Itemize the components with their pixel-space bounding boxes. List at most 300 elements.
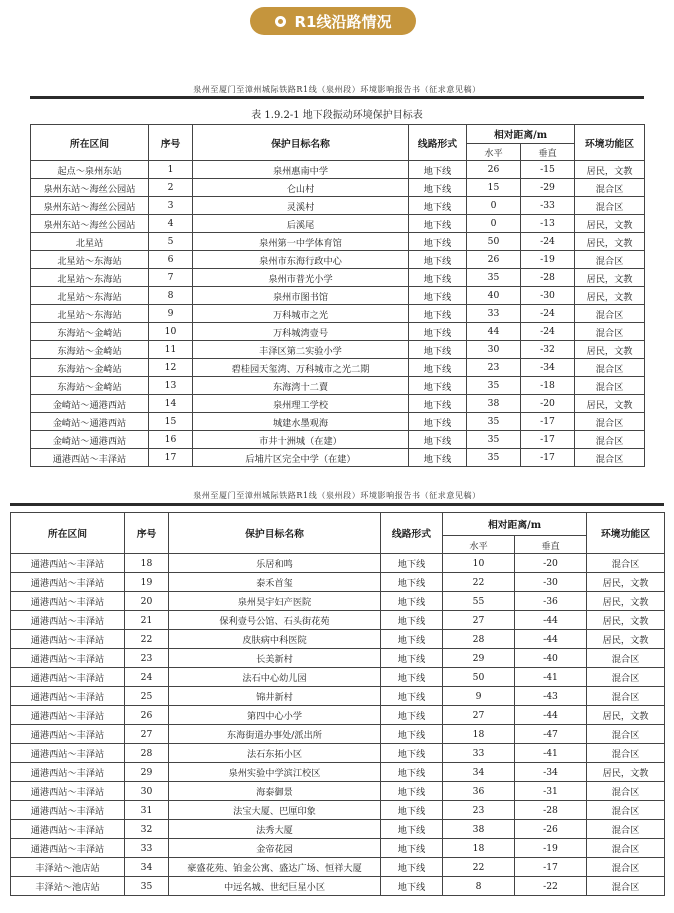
table-row <box>11 668 665 687</box>
cell-area: 金崎站～通港西站 <box>31 395 149 413</box>
cell-target: 泉州惠南中学 <box>193 161 409 179</box>
cell-zone: 混合区 <box>587 725 665 744</box>
cell-area: 东海站～金崎站 <box>31 359 149 377</box>
cell-line-form: 地下线 <box>409 431 467 449</box>
cell-target: 皮肤病中科医院 <box>169 630 381 649</box>
cell-vertical: -44 <box>515 630 587 649</box>
cell-horizontal: 23 <box>467 359 521 377</box>
cell-no: 33 <box>125 839 169 858</box>
col-header-vertical: 垂直 <box>515 536 587 554</box>
cell-area: 金崎站～通港西站 <box>31 413 149 431</box>
cell-zone: 混合区 <box>575 305 645 323</box>
cell-area: 通港西站～丰泽站 <box>11 592 125 611</box>
cell-line-form: 地下线 <box>381 858 443 877</box>
table-row <box>11 649 665 668</box>
cell-vertical: -17 <box>521 431 575 449</box>
cell-no: 17 <box>149 449 193 467</box>
cell-area: 北星站～东海站 <box>31 251 149 269</box>
cell-target: 法秀大厦 <box>169 820 381 839</box>
cell-target: 泉州实验中学滨江校区 <box>169 763 381 782</box>
cell-no: 22 <box>125 630 169 649</box>
cell-area: 金崎站～通港西站 <box>31 431 149 449</box>
cell-vertical: -17 <box>521 449 575 467</box>
cell-horizontal: 35 <box>467 269 521 287</box>
section-title-banner <box>250 7 416 35</box>
table-row <box>11 630 665 649</box>
col-header-distance: 相对距离/m <box>443 513 587 536</box>
table-row <box>31 341 645 359</box>
cell-target: 灵溪村 <box>193 197 409 215</box>
cell-no: 15 <box>149 413 193 431</box>
cell-vertical: -13 <box>521 215 575 233</box>
cell-line-form: 地下线 <box>381 782 443 801</box>
cell-zone: 居民，文教 <box>587 763 665 782</box>
cell-line-form: 地下线 <box>381 763 443 782</box>
cell-line-form: 地下线 <box>381 592 443 611</box>
cell-horizontal: 30 <box>467 341 521 359</box>
cell-horizontal: 35 <box>467 377 521 395</box>
table-row <box>31 251 645 269</box>
cell-zone: 混合区 <box>587 668 665 687</box>
cell-vertical: -36 <box>515 592 587 611</box>
cell-no: 2 <box>149 179 193 197</box>
table-row <box>11 573 665 592</box>
cell-vertical: -18 <box>521 377 575 395</box>
cell-no: 32 <box>125 820 169 839</box>
cell-line-form: 地下线 <box>381 801 443 820</box>
cell-target: 万科城湾壹号 <box>193 323 409 341</box>
cell-vertical: -43 <box>515 687 587 706</box>
cell-area: 泉州东站～海丝公园站 <box>31 197 149 215</box>
cell-zone: 混合区 <box>575 251 645 269</box>
table-row <box>11 687 665 706</box>
cell-horizontal: 10 <box>443 554 515 573</box>
cell-target: 第四中心小学 <box>169 706 381 725</box>
table-row <box>11 801 665 820</box>
cell-no: 7 <box>149 269 193 287</box>
cell-horizontal: 8 <box>443 877 515 896</box>
cell-vertical: -19 <box>515 839 587 858</box>
cell-zone: 居民，文教 <box>575 341 645 359</box>
cell-horizontal: 18 <box>443 839 515 858</box>
cell-horizontal: 38 <box>467 395 521 413</box>
cell-target: 城建水墨观海 <box>193 413 409 431</box>
circle-bullet-icon <box>275 16 286 27</box>
col-header-target: 保护目标名称 <box>169 513 381 554</box>
table-row <box>31 359 645 377</box>
cell-horizontal: 26 <box>467 251 521 269</box>
table-row <box>11 706 665 725</box>
vibration-target-table-part1 <box>30 124 645 467</box>
cell-line-form: 地下线 <box>381 877 443 896</box>
cell-horizontal: 33 <box>443 744 515 763</box>
cell-no: 31 <box>125 801 169 820</box>
table-row <box>31 233 645 251</box>
cell-target: 泉州市图书馆 <box>193 287 409 305</box>
table-row <box>31 197 645 215</box>
table-row <box>11 820 665 839</box>
cell-zone: 居民，文教 <box>575 233 645 251</box>
cell-vertical: -17 <box>521 413 575 431</box>
cell-horizontal: 29 <box>443 649 515 668</box>
col-header-zone: 环境功能区 <box>575 125 645 161</box>
table-row <box>31 287 645 305</box>
cell-no: 25 <box>125 687 169 706</box>
cell-zone: 混合区 <box>575 323 645 341</box>
cell-target: 金帝花园 <box>169 839 381 858</box>
cell-line-form: 地下线 <box>409 341 467 359</box>
cell-target: 泉州理工学校 <box>193 395 409 413</box>
cell-target: 泉州市普光小学 <box>193 269 409 287</box>
cell-line-form: 地下线 <box>381 611 443 630</box>
cell-area: 通港西站～丰泽站 <box>11 573 125 592</box>
cell-line-form: 地下线 <box>381 820 443 839</box>
cell-vertical: -20 <box>521 395 575 413</box>
cell-area: 东海站～金崎站 <box>31 341 149 359</box>
cell-line-form: 地下线 <box>409 233 467 251</box>
cell-line-form: 地下线 <box>381 630 443 649</box>
cell-vertical: -24 <box>521 233 575 251</box>
cell-line-form: 地下线 <box>409 287 467 305</box>
cell-area: 通港西站～丰泽站 <box>11 706 125 725</box>
header-rule <box>30 96 644 99</box>
cell-vertical: -26 <box>515 820 587 839</box>
cell-horizontal: 27 <box>443 706 515 725</box>
cell-line-form: 地下线 <box>409 413 467 431</box>
cell-vertical: -17 <box>515 858 587 877</box>
table-row <box>31 377 645 395</box>
cell-zone: 居民，文教 <box>587 611 665 630</box>
cell-line-form: 地下线 <box>409 449 467 467</box>
cell-area: 丰泽站～池店站 <box>11 877 125 896</box>
cell-no: 23 <box>125 649 169 668</box>
cell-zone: 居民，文教 <box>587 573 665 592</box>
cell-line-form: 地下线 <box>409 215 467 233</box>
table-caption: 表 1.9.2-1 地下段振动环境保护目标表 <box>251 110 423 121</box>
cell-line-form: 地下线 <box>381 573 443 592</box>
cell-area: 东海站～金崎站 <box>31 377 149 395</box>
cell-line-form: 地下线 <box>381 839 443 858</box>
cell-zone: 混合区 <box>575 359 645 377</box>
cell-horizontal: 38 <box>443 820 515 839</box>
cell-horizontal: 36 <box>443 782 515 801</box>
cell-vertical: -44 <box>515 611 587 630</box>
col-header-zone: 环境功能区 <box>587 513 665 554</box>
cell-line-form: 地下线 <box>381 668 443 687</box>
cell-area: 通港西站～丰泽站 <box>11 687 125 706</box>
header-rule-2 <box>10 503 664 506</box>
cell-target: 东海湾十二賣 <box>193 377 409 395</box>
cell-zone: 混合区 <box>587 839 665 858</box>
cell-zone: 居民，文教 <box>575 215 645 233</box>
cell-target: 海泰御景 <box>169 782 381 801</box>
cell-area: 通港西站～丰泽站 <box>11 611 125 630</box>
cell-vertical: -24 <box>521 323 575 341</box>
cell-target: 泉州市东海行政中心 <box>193 251 409 269</box>
cell-no: 35 <box>125 877 169 896</box>
cell-zone: 居民，文教 <box>575 161 645 179</box>
cell-zone: 混合区 <box>575 413 645 431</box>
cell-zone: 居民，文教 <box>575 395 645 413</box>
table-row <box>11 554 665 573</box>
col-header-area: 所在区间 <box>31 125 149 161</box>
cell-horizontal: 26 <box>467 161 521 179</box>
col-header-target: 保护目标名称 <box>193 125 409 161</box>
document-running-header-2: 泉州至厦门至漳州城际铁路R1线（泉州段）环境影响报告书（征求意见稿） <box>193 491 481 500</box>
cell-horizontal: 35 <box>467 413 521 431</box>
cell-line-form: 地下线 <box>409 197 467 215</box>
cell-target: 中远名城、世纪巨星小区 <box>169 877 381 896</box>
cell-horizontal: 44 <box>467 323 521 341</box>
table-row <box>31 431 645 449</box>
cell-target: 法石东拓小区 <box>169 744 381 763</box>
cell-zone: 混合区 <box>575 377 645 395</box>
col-header-line-form: 线路形式 <box>381 513 443 554</box>
cell-target: 泉州第一中学体育馆 <box>193 233 409 251</box>
cell-vertical: -31 <box>515 782 587 801</box>
cell-vertical: -40 <box>515 649 587 668</box>
cell-target: 长美新村 <box>169 649 381 668</box>
cell-no: 19 <box>125 573 169 592</box>
cell-area: 通港西站～丰泽站 <box>11 668 125 687</box>
cell-horizontal: 22 <box>443 573 515 592</box>
table-row <box>31 323 645 341</box>
cell-no: 20 <box>125 592 169 611</box>
cell-vertical: -30 <box>515 573 587 592</box>
cell-target: 碧桂园天玺湾、万科城市之光二期 <box>193 359 409 377</box>
cell-line-form: 地下线 <box>409 305 467 323</box>
cell-no: 29 <box>125 763 169 782</box>
col-header-no: 序号 <box>125 513 169 554</box>
cell-zone: 混合区 <box>587 554 665 573</box>
cell-zone: 混合区 <box>587 744 665 763</box>
table-row <box>11 839 665 858</box>
cell-vertical: -44 <box>515 706 587 725</box>
cell-vertical: -47 <box>515 725 587 744</box>
cell-area: 通港西站～丰泽站 <box>11 763 125 782</box>
cell-zone: 混合区 <box>575 197 645 215</box>
document-running-header: 泉州至厦门至漳州城际铁路R1线（泉州段）环境影响报告书（征求意见稿） <box>193 85 481 94</box>
table-row <box>31 449 645 467</box>
cell-area: 起点～泉州东站 <box>31 161 149 179</box>
cell-horizontal: 35 <box>467 449 521 467</box>
vibration-target-table-part2 <box>10 512 665 896</box>
cell-line-form: 地下线 <box>409 179 467 197</box>
cell-line-form: 地下线 <box>409 359 467 377</box>
section-title: R1线沿路情况 <box>294 12 392 31</box>
table-row <box>11 858 665 877</box>
cell-target: 丰泽区第二实验小学 <box>193 341 409 359</box>
table-row <box>31 269 645 287</box>
cell-zone: 居民，文教 <box>575 269 645 287</box>
cell-area: 北星站～东海站 <box>31 269 149 287</box>
cell-no: 34 <box>125 858 169 877</box>
cell-target: 后溪尾 <box>193 215 409 233</box>
table-row <box>31 395 645 413</box>
cell-zone: 居民，文教 <box>587 706 665 725</box>
cell-zone: 混合区 <box>575 431 645 449</box>
cell-vertical: -41 <box>515 744 587 763</box>
cell-area: 泉州东站～海丝公园站 <box>31 215 149 233</box>
cell-zone: 居民，文教 <box>587 592 665 611</box>
cell-vertical: -34 <box>521 359 575 377</box>
cell-target: 法宝大厦、巴厘印象 <box>169 801 381 820</box>
cell-target: 泉州昊宇妇产医院 <box>169 592 381 611</box>
cell-vertical: -28 <box>521 269 575 287</box>
cell-area: 通港西站～丰泽站 <box>11 649 125 668</box>
cell-horizontal: 34 <box>443 763 515 782</box>
cell-area: 通港西站～丰泽站 <box>31 449 149 467</box>
cell-no: 14 <box>149 395 193 413</box>
cell-line-form: 地下线 <box>409 161 467 179</box>
table-row <box>11 782 665 801</box>
cell-target: 保利壹号公馆、石头街花苑 <box>169 611 381 630</box>
cell-vertical: -15 <box>521 161 575 179</box>
table-row <box>31 179 645 197</box>
cell-line-form: 地下线 <box>381 725 443 744</box>
cell-no: 8 <box>149 287 193 305</box>
cell-target: 泰禾首玺 <box>169 573 381 592</box>
cell-no: 30 <box>125 782 169 801</box>
cell-horizontal: 27 <box>443 611 515 630</box>
cell-horizontal: 9 <box>443 687 515 706</box>
cell-target: 仑山村 <box>193 179 409 197</box>
col-header-area: 所在区间 <box>11 513 125 554</box>
cell-no: 4 <box>149 215 193 233</box>
col-header-horizontal: 水平 <box>443 536 515 554</box>
cell-vertical: -29 <box>521 179 575 197</box>
cell-vertical: -24 <box>521 305 575 323</box>
cell-zone: 混合区 <box>587 782 665 801</box>
cell-horizontal: 28 <box>443 630 515 649</box>
cell-target: 豪盛花苑、铂金公寓、盛达广场、恒祥大厦 <box>169 858 381 877</box>
cell-target: 法石中心幼儿园 <box>169 668 381 687</box>
col-header-line-form: 线路形式 <box>409 125 467 161</box>
cell-area: 通港西站～丰泽站 <box>11 839 125 858</box>
cell-horizontal: 50 <box>467 233 521 251</box>
cell-no: 24 <box>125 668 169 687</box>
table-row <box>11 611 665 630</box>
cell-no: 26 <box>125 706 169 725</box>
cell-vertical: -32 <box>521 341 575 359</box>
cell-vertical: -22 <box>515 877 587 896</box>
cell-no: 9 <box>149 305 193 323</box>
cell-target: 市井十洲城（在建） <box>193 431 409 449</box>
cell-area: 北星站～东海站 <box>31 305 149 323</box>
cell-vertical: -19 <box>521 251 575 269</box>
cell-no: 16 <box>149 431 193 449</box>
cell-horizontal: 22 <box>443 858 515 877</box>
cell-no: 10 <box>149 323 193 341</box>
cell-area: 通港西站～丰泽站 <box>11 725 125 744</box>
cell-no: 28 <box>125 744 169 763</box>
table-row <box>31 161 645 179</box>
cell-zone: 居民，文教 <box>587 630 665 649</box>
cell-target: 东海街道办事处/派出所 <box>169 725 381 744</box>
cell-no: 21 <box>125 611 169 630</box>
cell-line-form: 地下线 <box>381 744 443 763</box>
cell-line-form: 地下线 <box>381 706 443 725</box>
cell-no: 1 <box>149 161 193 179</box>
cell-line-form: 地下线 <box>409 377 467 395</box>
table-row <box>11 592 665 611</box>
cell-vertical: -20 <box>515 554 587 573</box>
cell-area: 北星站 <box>31 233 149 251</box>
table-row <box>11 877 665 896</box>
cell-no: 5 <box>149 233 193 251</box>
cell-line-form: 地下线 <box>409 269 467 287</box>
cell-area: 通港西站～丰泽站 <box>11 820 125 839</box>
cell-vertical: -41 <box>515 668 587 687</box>
cell-target: 乐居和鸣 <box>169 554 381 573</box>
cell-target: 万科城市之光 <box>193 305 409 323</box>
cell-horizontal: 0 <box>467 215 521 233</box>
table-row <box>31 215 645 233</box>
cell-area: 通港西站～丰泽站 <box>11 744 125 763</box>
cell-area: 通港西站～丰泽站 <box>11 630 125 649</box>
cell-horizontal: 35 <box>467 431 521 449</box>
cell-vertical: -33 <box>521 197 575 215</box>
cell-zone: 混合区 <box>587 820 665 839</box>
table-row <box>31 305 645 323</box>
cell-area: 北星站～东海站 <box>31 287 149 305</box>
cell-horizontal: 40 <box>467 287 521 305</box>
table-row <box>11 725 665 744</box>
cell-no: 6 <box>149 251 193 269</box>
cell-area: 丰泽站～池店站 <box>11 858 125 877</box>
cell-line-form: 地下线 <box>381 687 443 706</box>
col-header-no: 序号 <box>149 125 193 161</box>
cell-zone: 混合区 <box>575 179 645 197</box>
cell-target: 锦井新村 <box>169 687 381 706</box>
cell-zone: 混合区 <box>575 449 645 467</box>
cell-line-form: 地下线 <box>409 323 467 341</box>
cell-zone: 居民，文教 <box>575 287 645 305</box>
table-row <box>11 744 665 763</box>
cell-vertical: -34 <box>515 763 587 782</box>
cell-no: 3 <box>149 197 193 215</box>
cell-zone: 混合区 <box>587 649 665 668</box>
cell-area: 通港西站～丰泽站 <box>11 554 125 573</box>
cell-line-form: 地下线 <box>409 395 467 413</box>
cell-zone: 混合区 <box>587 687 665 706</box>
col-header-distance: 相对距离/m <box>467 125 575 144</box>
col-header-vertical: 垂直 <box>521 144 575 161</box>
cell-zone: 混合区 <box>587 877 665 896</box>
cell-zone: 混合区 <box>587 801 665 820</box>
table-row <box>31 413 645 431</box>
col-header-horizontal: 水平 <box>467 144 521 161</box>
cell-area: 东海站～金崎站 <box>31 323 149 341</box>
cell-area: 通港西站～丰泽站 <box>11 782 125 801</box>
cell-target: 后埔片区完全中学（在建） <box>193 449 409 467</box>
table-row <box>11 763 665 782</box>
cell-no: 13 <box>149 377 193 395</box>
cell-horizontal: 50 <box>443 668 515 687</box>
cell-vertical: -30 <box>521 287 575 305</box>
cell-line-form: 地下线 <box>381 554 443 573</box>
cell-horizontal: 18 <box>443 725 515 744</box>
cell-horizontal: 15 <box>467 179 521 197</box>
cell-area: 通港西站～丰泽站 <box>11 801 125 820</box>
cell-no: 18 <box>125 554 169 573</box>
cell-zone: 混合区 <box>587 858 665 877</box>
cell-line-form: 地下线 <box>381 649 443 668</box>
cell-no: 27 <box>125 725 169 744</box>
cell-no: 11 <box>149 341 193 359</box>
cell-area: 泉州东站～海丝公园站 <box>31 179 149 197</box>
cell-vertical: -28 <box>515 801 587 820</box>
